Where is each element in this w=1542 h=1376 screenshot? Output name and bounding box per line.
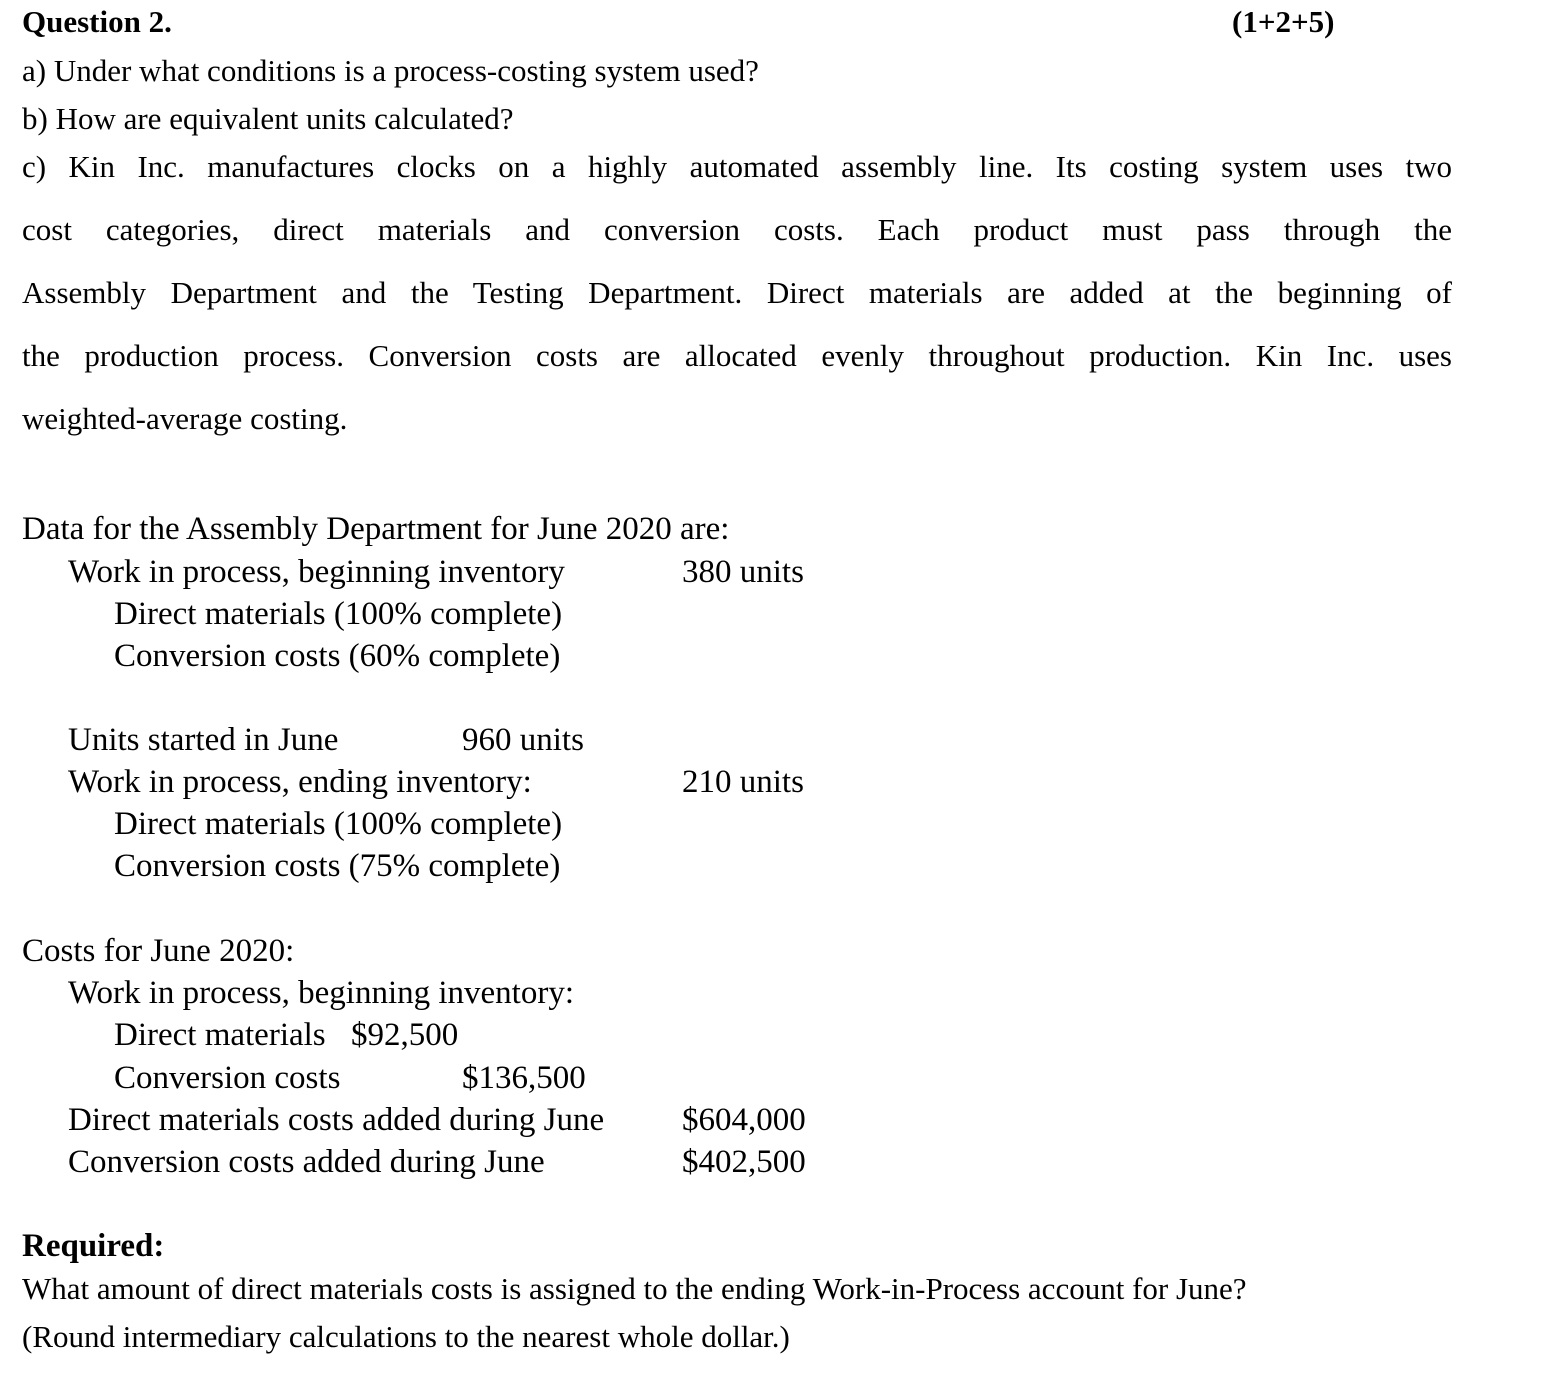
costs-dm-label: Direct materials: [114, 1017, 326, 1053]
costs-dm-added-value: $604,000: [682, 1102, 806, 1138]
marks-allocation: (1+2+5): [1232, 4, 1335, 39]
wip-beginning-label: Work in process, beginning inventory: [68, 554, 565, 590]
wip-ending-dm-completion: Direct materials (100% complete): [114, 806, 563, 842]
costs-wip-beginning-label: Work in process, beginning inventory:: [68, 975, 575, 1011]
question-a: a) Under what conditions is a process-costing system used?: [22, 53, 759, 88]
required-heading: Required:: [22, 1228, 165, 1264]
question-c-line-5: weighted-average costing.: [22, 401, 348, 436]
costs-cc-value: $136,500: [462, 1060, 586, 1096]
costs-cc-added-value: $402,500: [682, 1144, 806, 1180]
costs-cc-added-label: Conversion costs added during June: [68, 1144, 545, 1180]
costs-heading: Costs for June 2020:: [22, 933, 295, 969]
question-b: b) How are equivalent units calculated?: [22, 101, 514, 136]
question-c-line-1: c) Kin Inc. manufactures clocks on a highly automated assembly line. Its costing system uses two: [22, 149, 1452, 184]
wip-beginning-dm-completion: Direct materials (100% complete): [114, 596, 563, 632]
units-started-value: 960 units: [462, 722, 584, 758]
costs-dm-added-label: Direct materials costs added during June: [68, 1102, 605, 1138]
wip-beginning-cc-completion: Conversion costs (60% complete): [114, 638, 561, 674]
question-c-line-2: cost categories, direct materials and conversion costs. Each product must pass through the: [22, 212, 1452, 247]
wip-ending-units: 210 units: [682, 764, 804, 800]
wip-ending-cc-completion: Conversion costs (75% complete): [114, 848, 561, 884]
costs-cc-label: Conversion costs: [114, 1060, 341, 1096]
wip-beginning-units: 380 units: [682, 554, 804, 590]
costs-dm-value: $92,500: [351, 1017, 459, 1053]
units-started-label: Units started in June: [68, 722, 339, 758]
question-c-line-4: the production process. Conversion costs are allocated evenly throughout production. Kin Inc. uses: [22, 338, 1452, 373]
question-c-line-3: Assembly Department and the Testing Department. Direct materials are added at the beginning of: [22, 275, 1452, 310]
required-question: What amount of direct materials costs is assigned to the ending Work-in-Process account for June?: [22, 1271, 1247, 1306]
question-title: Question 2.: [22, 4, 172, 39]
wip-ending-label: Work in process, ending inventory:: [68, 764, 532, 800]
assembly-data-heading: Data for the Assembly Department for June 2020 are:: [22, 511, 730, 547]
required-rounding-note: (Round intermediary calculations to the nearest whole dollar.): [22, 1319, 790, 1354]
